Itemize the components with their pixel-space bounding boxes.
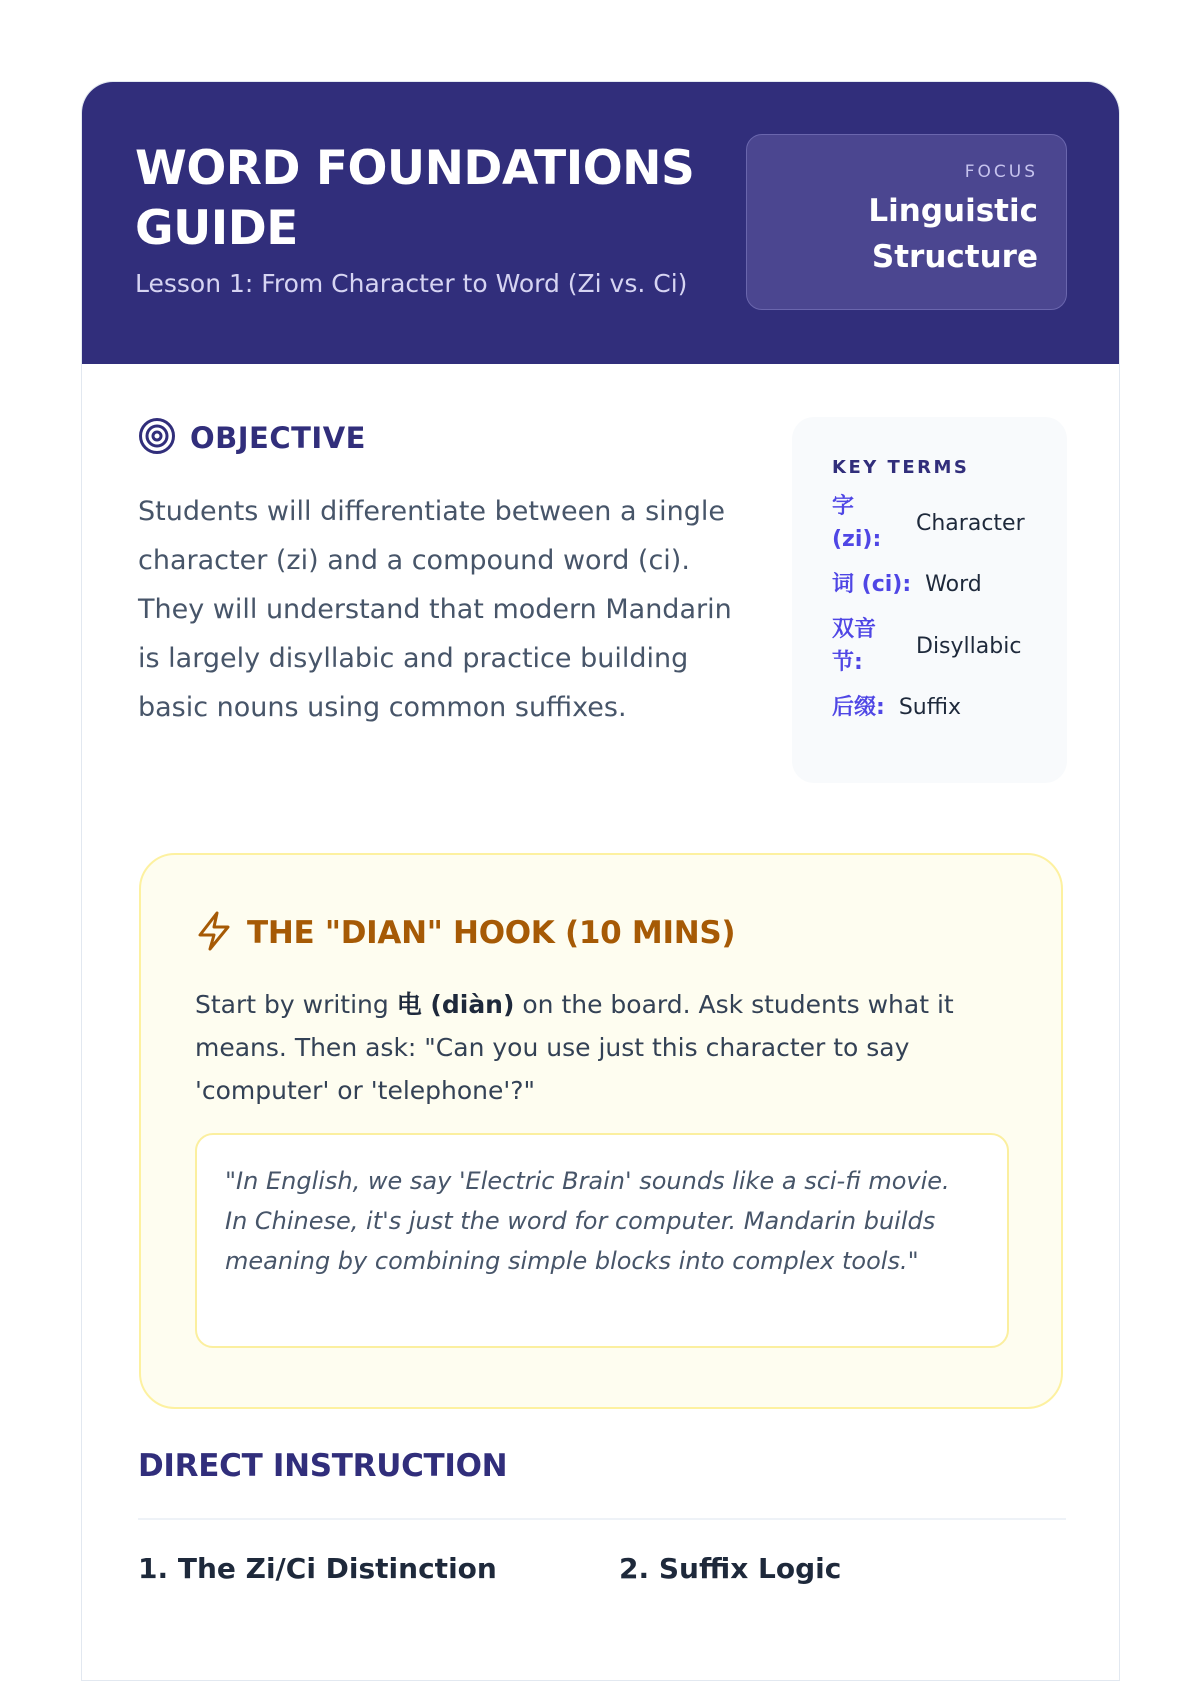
subsection-title: 2. Suffix Logic bbox=[619, 1552, 842, 1585]
direct-instruction-heading: DIRECT INSTRUCTION bbox=[138, 1448, 508, 1484]
key-term: 后缀: bbox=[832, 695, 885, 720]
key-terms-panel bbox=[792, 417, 1067, 783]
key-term: 字 (zi): bbox=[832, 494, 882, 552]
hook-panel bbox=[139, 853, 1063, 1409]
hook-text-start: Start by writing bbox=[195, 990, 397, 1019]
lesson-card bbox=[81, 81, 1120, 1681]
hook-character: 电 (diàn) bbox=[396, 990, 515, 1019]
key-term: 双音节: bbox=[832, 617, 877, 675]
section-divider bbox=[138, 1518, 1066, 1520]
subsection-title: 1. The Zi/Ci Distinction bbox=[138, 1552, 497, 1585]
target-icon bbox=[138, 417, 176, 459]
key-term-meaning: Disyllabic bbox=[916, 633, 1022, 659]
key-term-row bbox=[832, 568, 1047, 601]
focus-label: FOCUS bbox=[964, 162, 1038, 182]
objective-text: Students will differentiate between a single character (zi) and a compound word (ci). They will understand that modern Mandarin is largely disyllabic and practice building basic nouns using common suffixes. bbox=[138, 496, 732, 723]
hook-label: THE "DIAN" HOOK (10 MINS) bbox=[247, 915, 736, 951]
focus-value: Linguistic Structure bbox=[868, 193, 1038, 275]
key-terms-title: KEY TERMS bbox=[832, 457, 970, 478]
hook-text-end: on the board. Ask students what it means. Then ask: "Can you use just this character to say 'computer' or 'telephone'?" bbox=[195, 990, 954, 1105]
objective-label: OBJECTIVE bbox=[190, 421, 366, 455]
key-term: 词 (ci): bbox=[832, 572, 912, 597]
key-term-meaning: Suffix bbox=[898, 695, 962, 720]
key-term-row bbox=[832, 613, 1047, 679]
key-term-meaning: Character bbox=[916, 510, 1025, 536]
lesson-header bbox=[82, 82, 1120, 364]
lesson-subtitle: Lesson 1: From Character to Word (Zi vs. Ci) bbox=[135, 269, 688, 298]
key-term-row bbox=[832, 691, 1047, 724]
objective-heading bbox=[138, 418, 366, 458]
hook-heading bbox=[195, 911, 735, 955]
page-title: WORD FOUNDATIONS GUIDE bbox=[135, 141, 695, 256]
key-term-meaning: Word bbox=[925, 572, 982, 597]
lightning-icon bbox=[195, 910, 233, 956]
hook-text bbox=[195, 983, 975, 1112]
focus-badge bbox=[746, 134, 1067, 310]
key-term-row bbox=[832, 490, 1047, 556]
hook-quote: "In English, we say 'Electric Brain' sounds like a sci-fi movie. In Chinese, it's just the word for computer. Mandarin builds meaning by combining simple blocks into complex tools." bbox=[195, 1133, 1009, 1348]
